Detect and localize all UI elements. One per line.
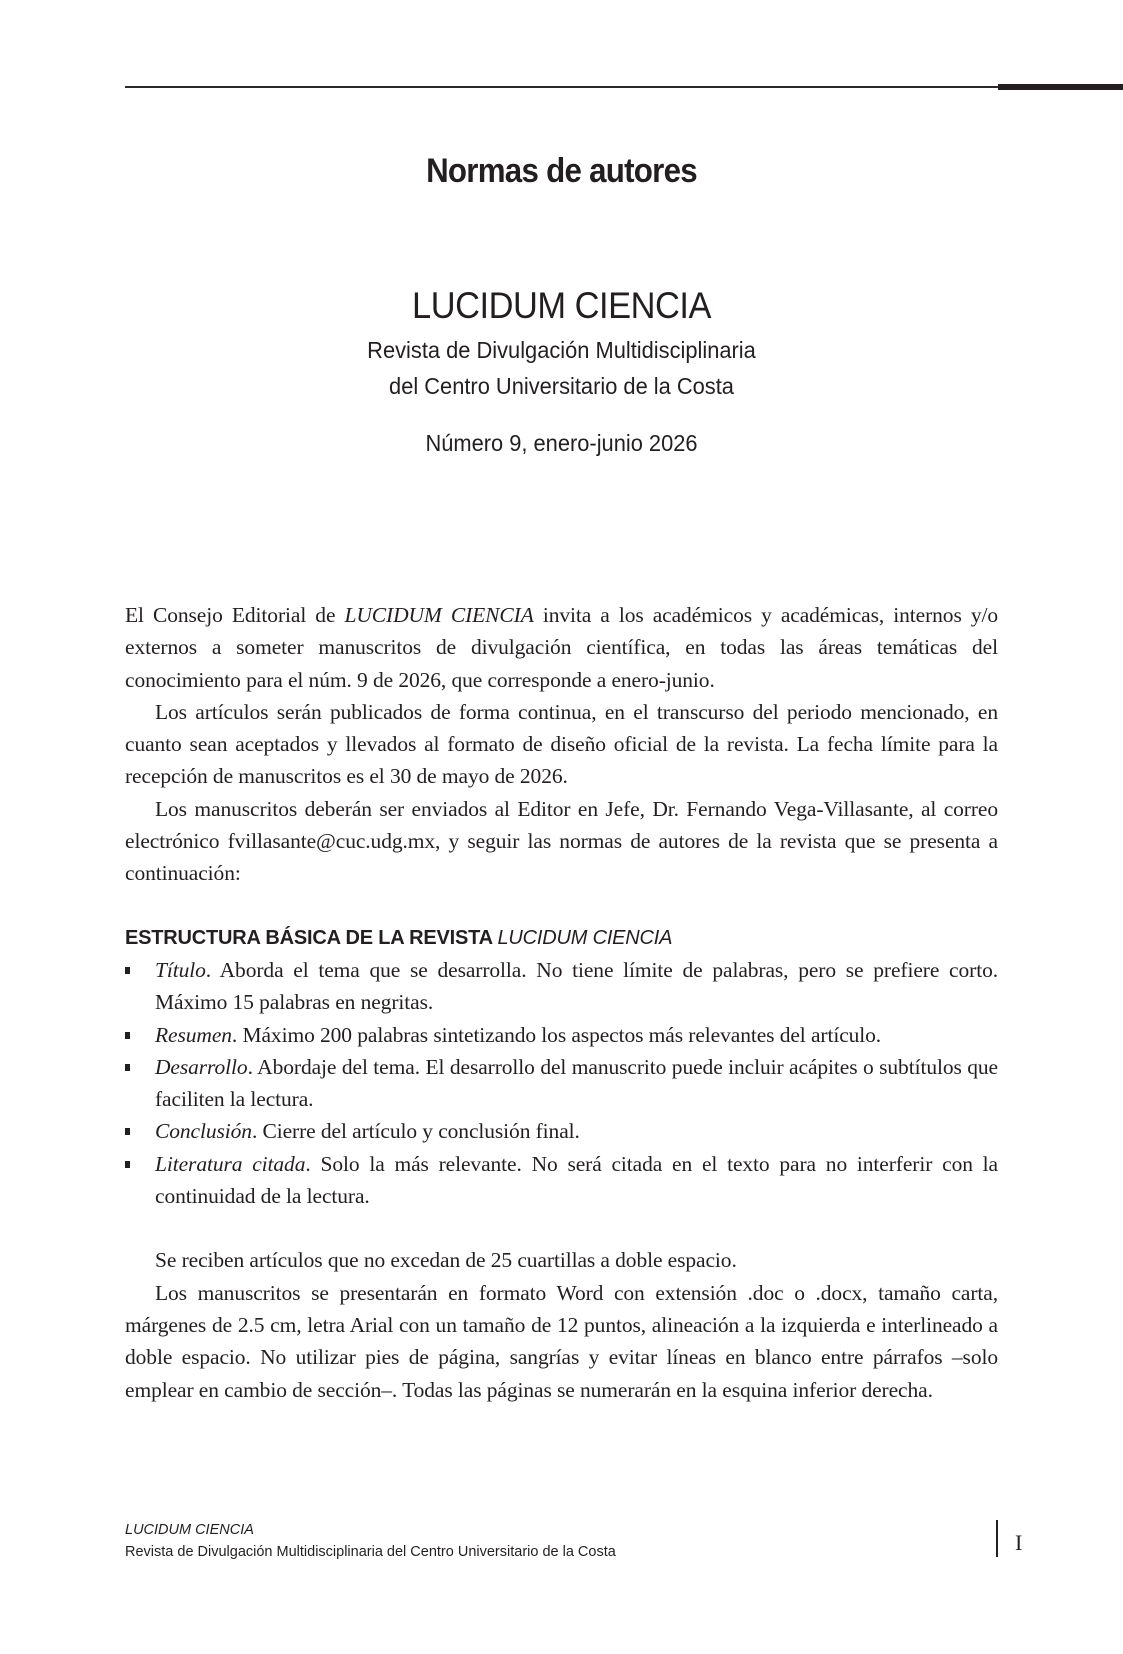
intro-paragraph-1 bbox=[125, 599, 998, 696]
list-item bbox=[125, 1115, 998, 1147]
list-item-term: Conclusión bbox=[155, 1119, 252, 1144]
journal-name: LUCIDUM CIENCIA bbox=[412, 285, 711, 326]
list-item bbox=[125, 1019, 998, 1051]
list-item bbox=[125, 1148, 998, 1213]
square-bullet-icon bbox=[125, 967, 130, 974]
spacer bbox=[125, 1212, 998, 1244]
intro-paragraph-3: Los manuscritos deberán ser enviados al Editor en Jefe, Dr. Fernando Vega-Villasante, al correo electrónico fvillasante@cuc.udg.mx, y seguir las normas de autores de la revista que se presenta a continuación: bbox=[125, 796, 998, 886]
intro-paragraph-2: Los artículos serán publicados de forma continua, en el transcurso del periodo mencionado, en cuanto sean aceptados y llevados al formato de diseño oficial de la revista. La fecha límite para la recepción de manuscritos es el 30 de mayo de 2026. bbox=[125, 699, 998, 789]
page-number: I bbox=[1015, 1530, 1023, 1555]
section-heading-italic: LUCIDUM CIENCIA bbox=[497, 926, 673, 949]
intro-text: invita a los académicos y académicas, internos y/o externos a someter manuscritos de divulgación científica, en todas las áreas temáticas del conocimiento para el núm. 9 de 2026, que corresponde a enero-junio. bbox=[125, 603, 998, 692]
structure-list bbox=[125, 954, 998, 1212]
issue-number: Número 9, enero-junio 2026 bbox=[425, 430, 698, 456]
list-item-term: Título bbox=[155, 957, 206, 982]
list-item-text: . Máximo 200 palabras sintetizando los aspectos más relevantes del artículo. bbox=[231, 1022, 882, 1047]
body-text bbox=[125, 599, 998, 1406]
list-item-text: . Solo la más relevante. No será citada en el texto para no interferir con la continuidad de la lectura. bbox=[155, 1151, 998, 1209]
footer-divider bbox=[996, 1520, 998, 1557]
square-bullet-icon bbox=[125, 1032, 130, 1039]
spacer bbox=[125, 890, 998, 922]
footer-journal-name: LUCIDUM CIENCIA bbox=[125, 1522, 254, 1538]
list-item bbox=[125, 1051, 998, 1116]
list-item-text: . Cierre del artículo y conclusión final. bbox=[251, 1119, 580, 1144]
list-item-term: Literatura citada bbox=[155, 1151, 306, 1176]
journal-subtitle-line-1: Revista de Divulgación Multidisciplinaria bbox=[367, 337, 756, 363]
square-bullet-icon bbox=[125, 1064, 130, 1071]
square-bullet-icon bbox=[125, 1161, 130, 1168]
list-item-term: Desarrollo bbox=[155, 1054, 248, 1079]
list-item-text: . Aborda el tema que se desarrolla. No tiene límite de palabras, pero se prefiere corto. Máximo 15 palabras en negritas. bbox=[155, 957, 998, 1015]
page-footer bbox=[125, 1519, 616, 1563]
journal-subtitle-line-2: del Centro Universitario de la Costa bbox=[389, 373, 734, 399]
square-bullet-icon bbox=[125, 1128, 130, 1135]
header-rule bbox=[125, 86, 1000, 88]
format-paragraph-1: Se reciben artículos que no excedan de 25 cuartillas a doble espacio. bbox=[155, 1248, 737, 1273]
list-item-term: Resumen bbox=[155, 1022, 232, 1047]
page-title: Normas de autores bbox=[426, 152, 697, 190]
footer-journal-full: Revista de Divulgación Multidisciplinaria del Centro Universitario de la Costa bbox=[125, 1544, 616, 1560]
section-heading-text: ESTRUCTURA BÁSICA DE LA REVISTA bbox=[125, 926, 498, 949]
header-rule-accent bbox=[998, 84, 1123, 90]
list-item bbox=[125, 954, 998, 1019]
list-item-text: . Abordaje del tema. El desarrollo del manuscrito puede incluir acápites o subtítulos que faciliten la lectura. bbox=[155, 1054, 998, 1112]
intro-text: El Consejo Editorial de bbox=[125, 603, 345, 627]
section-heading bbox=[125, 922, 998, 954]
format-paragraph-2: Los manuscritos se presentarán en formato Word con extensión .doc o .docx, tamaño carta, márgenes de 2.5 cm, letra Arial con un tamaño de 12 puntos, alineación a la izquierda e interlineado a doble espacio. No utilizar pies de página, sangrías y evitar líneas en blanco entre párrafos –solo emplear en cambio de sección–. Todas las páginas se numerarán en la esquina inferior derecha. bbox=[125, 1280, 998, 1402]
journal-name-inline: LUCIDUM CIENCIA bbox=[344, 603, 534, 627]
